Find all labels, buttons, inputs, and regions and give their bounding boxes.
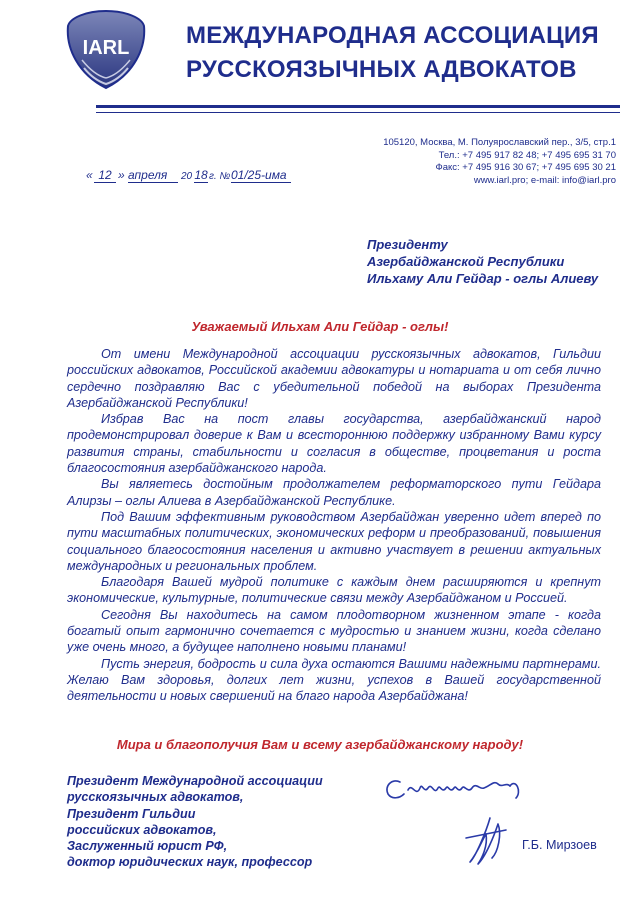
salutation: Уважаемый Ильхам Али Гейдар - оглы! [191,319,449,334]
letter-body [67,346,601,705]
body-paragraph: От имени Международной ассоциации русскоязычных адвокатов, Гильдии российских адвокатов, Российской академии адвокатуры и нотариата и от себя лично сердечно поздравляю Вас с убедительной победой на выборах Президента Азербайджанской Республики! [67,347,601,410]
reg-year-prefix: 20 [181,171,193,182]
org-name-line2: РУССКОЯЗЫЧНЫХ АДВОКАТОВ [186,56,577,83]
reg-quote-open: « [86,168,93,182]
contact-phone: Тел.: +7 495 917 82 48; +7 495 695 31 70 [438,149,616,161]
recipient-block [367,236,598,287]
recipient-line: Ильхаму Али Гейдар - оглы Алиеву [367,271,599,286]
signatory-titles [67,773,323,871]
signatory-title-line: русскоязычных адвокатов, [67,790,244,805]
contact-fax: Факс: +7 495 916 30 67; +7 495 695 30 21 [435,162,616,173]
recipient-line: Азербайджанской Республики [367,254,565,269]
signatory-title-line: Заслуженный юрист РФ, [67,839,228,854]
signatory-title-line: Президент Международной ассоциации [67,774,323,788]
reg-quote-close: » [118,168,125,182]
body-paragraph: Под Вашим эффективным руководством Азербайджан уверенно идет вперед по пути масштабных политических, экономических реформ и преобразований, повышения социального благосостояния населения и активно участвует в решении актуальных международных и региональных проблем. [67,509,601,573]
header-rule-thin [96,112,620,113]
reg-number: 01/25-има [231,168,291,183]
contact-web: www.iarl.pro; e-mail: info@iarl.pro [473,174,616,186]
body-paragraph: Вы являетесь достойным продолжателем реформаторского пути Гейдара Алирзы – оглы Алиева в Азербайджанской Республике. [67,477,601,508]
signatory-title-line: доктор юридических наук, профессор [67,855,313,870]
contact-block [330,137,616,187]
org-name-line1: МЕЖДУНАРОДНАЯ АССОЦИАЦИЯ [186,22,599,49]
body-paragraph: Пусть энергия, бодрость и сила духа остаются Вашими надежными партнерами. Желаю Вам здоровья, долгих лет жизни, успехов в Вашей государственной деятельности и новых свершений на благо народа Азербайджана! [67,656,601,704]
closing-wish: Мира и благополучия Вам и всему азербайджанскому народу! [116,737,524,752]
iarl-logo [62,8,150,92]
signatory-title-line: российских адвокатов, [67,822,217,837]
reg-month: апреля [128,168,178,183]
handwritten-signature [378,760,548,875]
body-paragraph: Избрав Вас на пост главы государства, азербайджанский народ продемонстрировал доверие к Вам и всестороннюю поддержку избранному Вами курсу развития страны, стабильности и согласия в обществе, процветания и роста благосостояния азербайджанского народа. [67,412,601,476]
recipient-line: Президенту [367,237,448,252]
signatory-name: Г.Б. Мирзоев [522,838,597,852]
contact-address: 105120, Москва, М. Полуярославский пер., 3/5, стр.1 [383,137,616,148]
reg-number-label: г. № [209,171,231,182]
reg-year-suffix: 18 [194,168,208,182]
header-rule-thick [96,105,620,108]
reg-day: 12 [94,168,116,183]
body-paragraph: Благодаря Вашей мудрой политике с каждым днем расширяются и крепнут экономические, культурные, политические связи между Азербайджаном и Россией. [67,575,601,606]
logo-text: IARL [82,37,130,59]
signatory-title-line: Президент Гильдии [67,806,196,821]
body-paragraph: Сегодня Вы находитесь на самом плодотворном жизненном этапе - когда богатый опыт гармонично сочетается с мудростью и знанием жизни, когда сделано уже очень много, а будущее наполнено новыми планами! [67,607,601,655]
